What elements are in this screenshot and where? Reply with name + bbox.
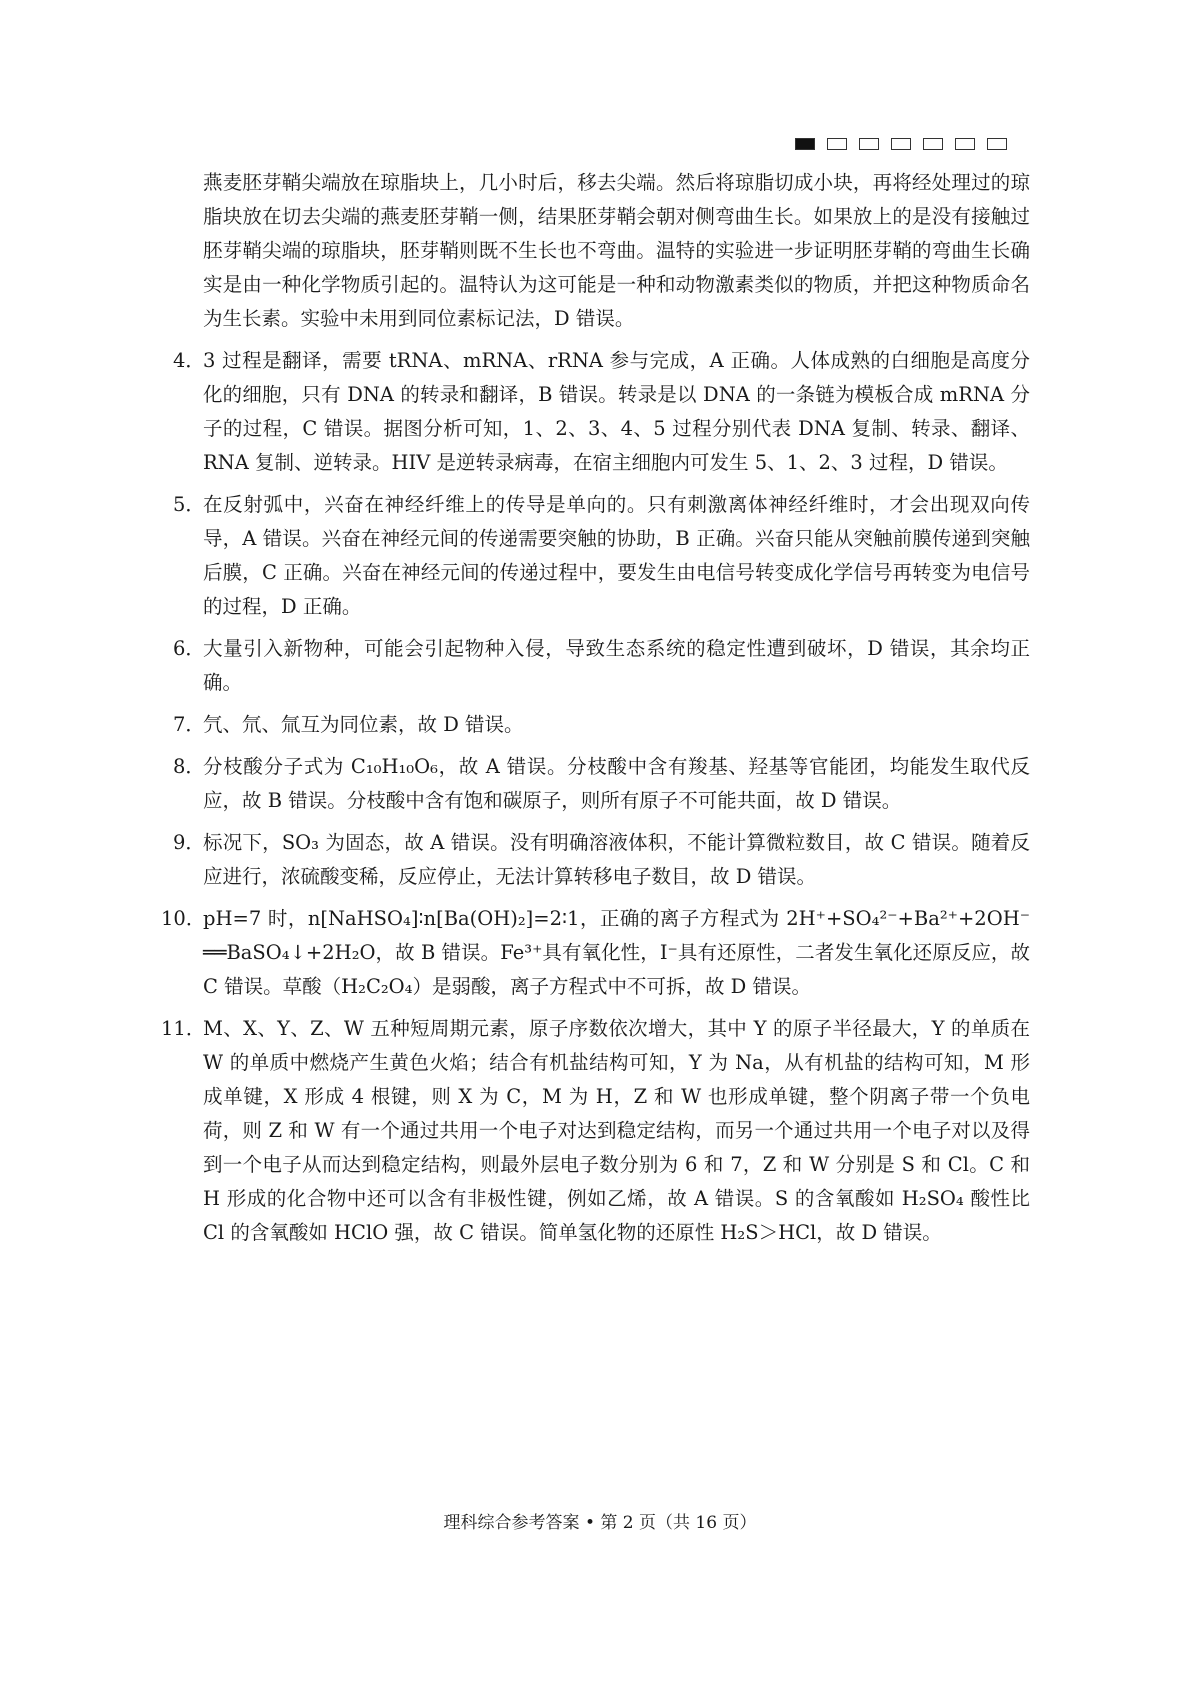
answer-item-6 xyxy=(173,632,1030,700)
item-number: 10． xyxy=(161,907,206,930)
item-number: 6． xyxy=(173,637,205,660)
item-number: 4． xyxy=(173,349,205,372)
item-text: 3 过程是翻译，需要 tRNA、mRNA、rRNA 参与完成，A 正确。人体成熟的白细胞是高度分化的细胞，只有 DNA 的转录和翻译，B 错误。转录是以 DNA 的一条链为模板合成 mRNA 分子的过程，C 错误。据图分析可知，1、2、3、4、5 过程分别代表 DNA 复制、转录、翻译、RNA 复制、逆转录。HIV 是逆转录病毒，在宿主细胞内可发生 5、1、2、3 过程，D 错误。 xyxy=(203,349,1030,474)
item-number: 7． xyxy=(173,713,205,736)
item-number: 9． xyxy=(173,831,205,854)
item-text: 在反射弧中，兴奋在神经纤维上的传导是单向的。只有刺激离体神经纤维时，才会出现双向传导，A 错误。兴奋在神经元间的传递需要突触的协助，B 正确。兴奋只能从突触前膜传递到突触后膜，C 正确。兴奋在神经元间的传递过程中，要发生由电信号转变成化学信号再转变为电信号的过程，D 正确。 xyxy=(203,493,1030,618)
progress-square xyxy=(955,138,975,150)
continuation-paragraph: 燕麦胚芽鞘尖端放在琼脂块上，几小时后，移去尖端。然后将琼脂切成小块，再将经处理过的琼脂块放在切去尖端的燕麦胚芽鞘一侧，结果胚芽鞘会朝对侧弯曲生长。如果放上的是没有接触过胚芽鞘尖端的琼脂块，胚芽鞘则既不生长也不弯曲。温特的实验进一步证明胚芽鞘的弯曲生长确实是由一种化学物质引起的。温特认为这可能是一种和动物激素类似的物质，并把这种物质命名为生长素。实验中未用到同位素标记法，D 错误。 xyxy=(203,171,1030,330)
progress-square xyxy=(891,138,911,150)
progress-square xyxy=(987,138,1007,150)
answer-item-10 xyxy=(161,902,1030,1004)
item-text: 氕、氘、氚互为同位素，故 D 错误。 xyxy=(203,713,524,736)
answer-content xyxy=(161,166,1030,1250)
answer-item-9 xyxy=(173,826,1030,894)
answer-item-11 xyxy=(161,1012,1030,1250)
item-text: 标况下，SO₃ 为固态，故 A 错误。没有明确溶液体积，不能计算微粒数目，故 C 错误。随着反应进行，浓硫酸变稀，反应停止，无法计算转移电子数目，故 D 错误。 xyxy=(203,831,1030,888)
item-text: M、X、Y、Z、W 五种短周期元素，原子序数依次增大，其中 Y 的原子半径最大，Y 的单质在 W 的单质中燃烧产生黄色火焰；结合有机盐结构可知，Y 为 Na，从有机盐的结构可知，M 形成单键，X 形成 4 根键，则 X 为 C，M 为 H，Z 和 W 也形成单键，整个阴离子带一个负电荷，则 Z 和 W 有一个通过共用一个电子对达到稳定结构，而另一个通过共用一个电子对以及得到一个电子从而达到稳定结构，则最外层电子数分别为 6 和 7，Z 和 W 分别是 S 和 Cl。C 和 H 形成的化合物中还可以含有非极性键，例如乙烯，故 A 错误。S 的含氧酸如 H₂SO₄ 酸性比 Cl 的含氧酸如 HClO 强，故 C 错误。简单氢化物的还原性 H₂S＞HCl，故 D 错误。 xyxy=(203,1017,1030,1244)
item-text: 分枝酸分子式为 C₁₀H₁₀O₆，故 A 错误。分枝酸中含有羧基、羟基等官能团，均能发生取代反应，故 B 错误。分枝酸中含有饱和碳原子，则所有原子不可能共面，故 D 错误。 xyxy=(203,755,1030,812)
page-progress-indicator xyxy=(795,138,1007,150)
answer-item-4 xyxy=(173,344,1030,480)
progress-square-filled xyxy=(795,138,815,150)
answer-item-5 xyxy=(173,488,1030,624)
item-number: 8． xyxy=(173,755,205,778)
progress-square xyxy=(827,138,847,150)
item-text: 大量引入新物种，可能会引起物种入侵，导致生态系统的稳定性遭到破坏，D 错误，其余均正确。 xyxy=(203,637,1030,694)
progress-square xyxy=(923,138,943,150)
answer-item-8 xyxy=(173,750,1030,818)
page-footer: 理科综合参考答案 • 第 2 页（共 16 页） xyxy=(443,1513,757,1533)
item-number: 11． xyxy=(161,1017,206,1040)
answer-item-7 xyxy=(173,708,1030,742)
progress-square xyxy=(859,138,879,150)
item-number: 5． xyxy=(173,493,205,516)
item-text: pH=7 时，n[NaHSO₄]∶n[Ba(OH)₂]=2∶1，正确的离子方程式为 2H⁺+SO₄²⁻+Ba²⁺+2OH⁻ ══BaSO₄↓+2H₂O，故 B 错误。Fe³⁺具有氧化性，I⁻具有还原性，二者发生氧化还原反应，故 C 错误。草酸（H₂C₂O₄）是弱酸，离子方程式中不可拆，故 D 错误。 xyxy=(203,907,1030,998)
